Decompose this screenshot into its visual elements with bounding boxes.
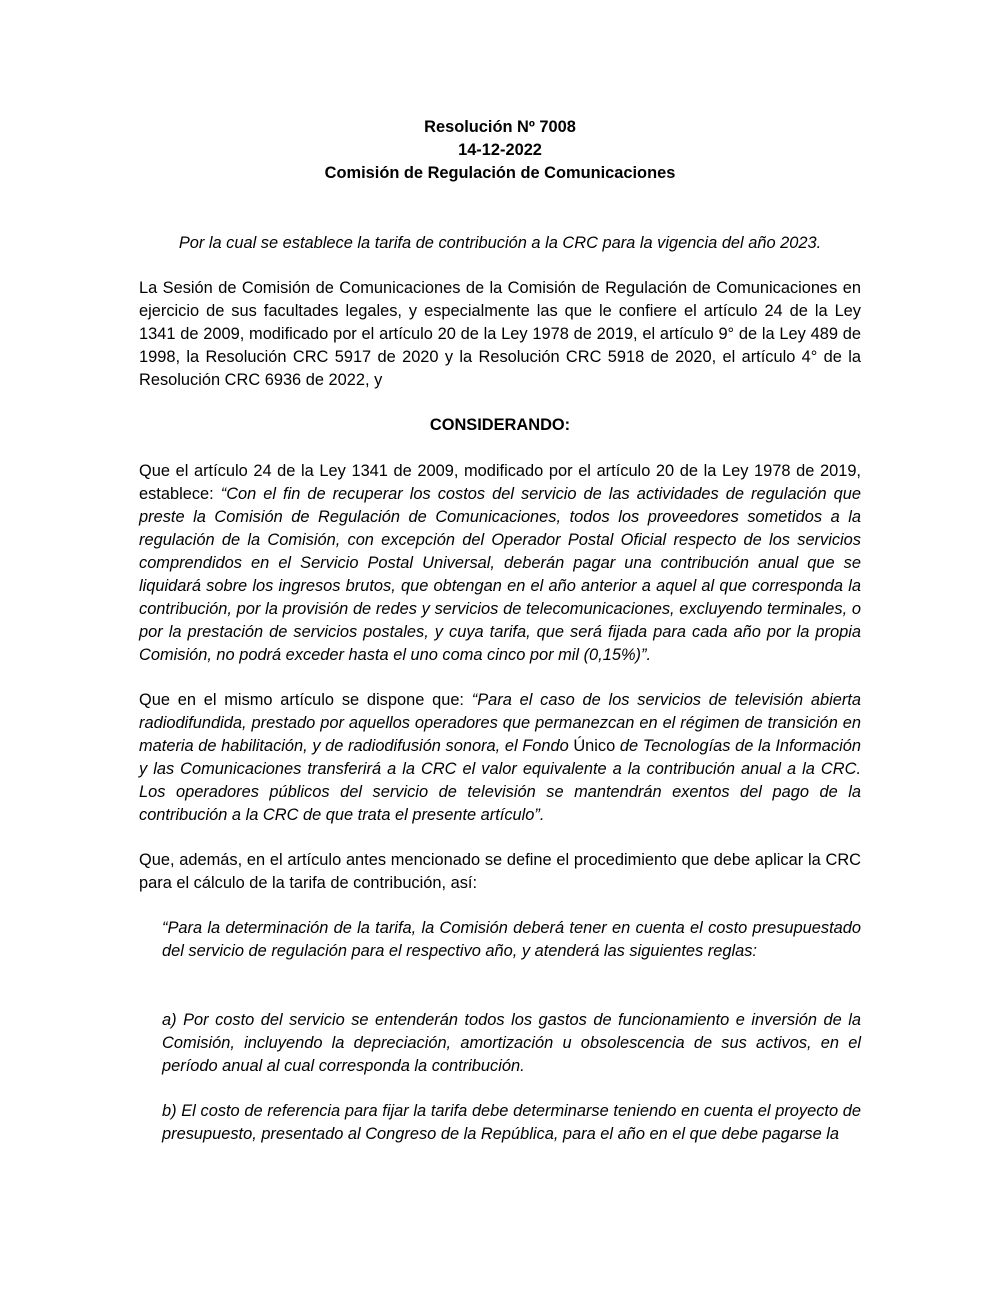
- paragraph-2-upright-word: Único: [573, 737, 616, 755]
- quote-rule-b: b) El costo de referencia para fijar la tarifa debe determinarse teniendo en cuenta el proyecto de presupuesto, presentado al Congreso de la República, para el año en el que debe pagarse la: [162, 1102, 861, 1143]
- resolution-date: 14-12-2022: [458, 141, 542, 159]
- considerando-paragraph-3: Que, además, en el artículo antes mencionado se define el procedimiento que debe aplicar la CRC para el cálculo de la tarifa de contribución, así:: [139, 851, 861, 892]
- quote-rule-a: a) Por costo del servicio se entenderán todos los gastos de funcionamiento e inversión de la Comisión, incluyendo la depreciación, amortización u obsolescencia de sus activos, en el período anual al cual corresponda la contribución.: [162, 1011, 861, 1075]
- considerando-paragraph-1: [139, 460, 861, 667]
- issuing-commission: Comisión de Regulación de Comunicaciones: [324, 164, 676, 182]
- resolution-subtitle: Por la cual se establece la tarifa de contribución a la CRC para la vigencia del año 2023.: [178, 234, 822, 252]
- preamble-paragraph: La Sesión de Comisión de Comunicaciones de la Comisión de Regulación de Comunicaciones en ejercicio de sus facultades legales, y especialmente las que le confiere el artículo 24 de la Ley 1341 de 2009, modificado por el artículo 20 de la Ley 1978 de 2019, el artículo 9° de la Ley 489 de 1998, la Resolución CRC 5917 de 2020 y la Resolución CRC 5918 de 2020, el artículo 4° de la Resolución CRC 6936 de 2022, y: [139, 279, 861, 389]
- quote-block-intro: “Para la determinación de la tarifa, la Comisión deberá tener en cuenta el costo presupuestado del servicio de regulación para el respectivo año, y atenderá las siguientes reglas:: [162, 919, 861, 960]
- considerando-paragraph-2: [139, 689, 861, 827]
- considerando-heading: CONSIDERANDO:: [429, 416, 571, 434]
- paragraph-1-quote: “Con el fin de recuperar los costos del servicio de las actividades de regulación que preste la Comisión de Regulación de Comunicaciones, todos los proveedores sometidos a la regulación de la Comisión, con excepción del Operador Postal Oficial respecto de los servicios comprendidos en el Servicio Postal Universal, deberán pagar una contribución anual que se liquidará sobre los ingresos brutos, que obtengan en el año anterior a aquel al que corresponda la contribución, por la provisión de redes y servicios de telecomunicaciones, excluyendo terminales, o por la prestación de servicios postales, y cuya tarifa, que será fijada para cada año por la propia Comisión, no podrá exceder hasta el uno coma cinco por mil (0,15%)”.: [139, 485, 861, 664]
- document-page: [139, 116, 861, 1143]
- paragraph-1-intro: Que el artículo 24 de la Ley 1341 de 2009, modificado por el artículo 20 de la Ley 1978 de 2019, establece:: [139, 462, 861, 503]
- resolution-number: Resolución Nº 7008: [424, 118, 576, 136]
- paragraph-2-quote-b: de Tecnologías de la Información y las Comunicaciones transferirá a la CRC el valor equivalente a la contribución anual a la CRC. Los operadores públicos del servicio de televisión se mantendrán exentos del pago de la contribución a la CRC de que trata el presente artículo”.: [139, 737, 861, 824]
- paragraph-2-intro: Que en el mismo artículo se dispone que:: [139, 691, 472, 709]
- paragraph-2-quote-a: “Para el caso de los servicios de televisión abierta radiodifundida, prestado por aquellos operadores que permanezcan en el régimen de transición en materia de habilitación, y de radiodifusión sonora, el Fondo: [139, 691, 861, 755]
- document-header: [139, 116, 861, 185]
